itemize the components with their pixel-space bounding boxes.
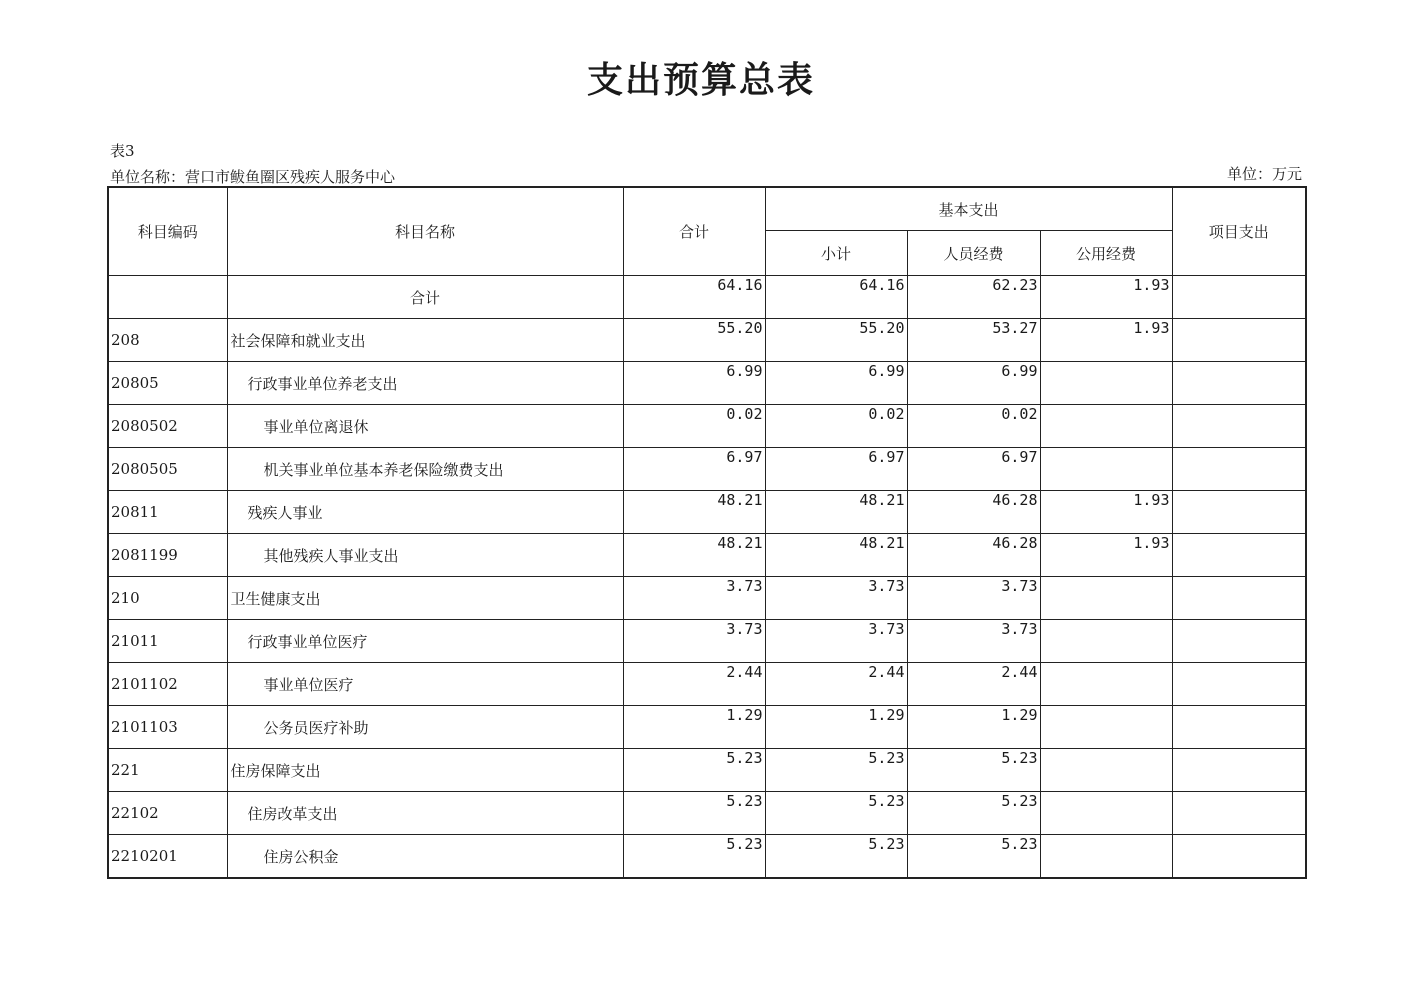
- cell-personnel: 5.23: [907, 749, 1040, 792]
- cell-public: [1040, 405, 1172, 448]
- cell-subtotal: 3.73: [765, 577, 907, 620]
- table-row: [108, 276, 1306, 319]
- cell-subtotal: 6.97: [765, 448, 907, 491]
- table-row: [108, 448, 1306, 491]
- cell-total: 5.23: [623, 835, 765, 879]
- cell-code: 2101103: [108, 706, 227, 749]
- header-code: 科目编码: [108, 187, 227, 276]
- cell-code: 221: [108, 749, 227, 792]
- cell-project: [1172, 706, 1306, 749]
- cell-project: [1172, 319, 1306, 362]
- cell-code: 21011: [108, 620, 227, 663]
- header-project: 项目支出: [1172, 187, 1306, 276]
- cell-project: [1172, 448, 1306, 491]
- cell-public: [1040, 620, 1172, 663]
- cell-code: [108, 276, 227, 319]
- cell-subtotal: 48.21: [765, 491, 907, 534]
- cell-subtotal: 48.21: [765, 534, 907, 577]
- cell-total: 6.97: [623, 448, 765, 491]
- cell-name: 合计: [227, 276, 623, 319]
- cell-personnel: 2.44: [907, 663, 1040, 706]
- table-row: [108, 663, 1306, 706]
- table-row: [108, 534, 1306, 577]
- cell-name: 社会保障和就业支出: [227, 319, 623, 362]
- cell-project: [1172, 577, 1306, 620]
- cell-total: 48.21: [623, 491, 765, 534]
- header-basic: 基本支出: [765, 187, 1172, 231]
- table-row: [108, 835, 1306, 879]
- cell-public: [1040, 448, 1172, 491]
- cell-total: 6.99: [623, 362, 765, 405]
- cell-personnel: 62.23: [907, 276, 1040, 319]
- cell-name: 行政事业单位养老支出: [227, 362, 623, 405]
- cell-subtotal: 55.20: [765, 319, 907, 362]
- cell-total: 3.73: [623, 620, 765, 663]
- cell-name: 其他残疾人事业支出: [227, 534, 623, 577]
- cell-public: [1040, 792, 1172, 835]
- cell-name: 残疾人事业: [227, 491, 623, 534]
- cell-total: 0.02: [623, 405, 765, 448]
- cell-personnel: 3.73: [907, 577, 1040, 620]
- cell-total: 2.44: [623, 663, 765, 706]
- cell-name: 机关事业单位基本养老保险缴费支出: [227, 448, 623, 491]
- cell-code: 2080505: [108, 448, 227, 491]
- cell-public: 1.93: [1040, 491, 1172, 534]
- cell-personnel: 5.23: [907, 835, 1040, 879]
- cell-name: 住房改革支出: [227, 792, 623, 835]
- cell-subtotal: 5.23: [765, 792, 907, 835]
- cell-code: 2080502: [108, 405, 227, 448]
- cell-personnel: 53.27: [907, 319, 1040, 362]
- cell-personnel: 1.29: [907, 706, 1040, 749]
- cell-name: 事业单位离退休: [227, 405, 623, 448]
- header-public: 公用经费: [1040, 231, 1172, 276]
- cell-code: 20805: [108, 362, 227, 405]
- cell-subtotal: 1.29: [765, 706, 907, 749]
- cell-code: 2081199: [108, 534, 227, 577]
- cell-code: 208: [108, 319, 227, 362]
- table-row: [108, 577, 1306, 620]
- cell-project: [1172, 663, 1306, 706]
- cell-personnel: 46.28: [907, 491, 1040, 534]
- cell-subtotal: 2.44: [765, 663, 907, 706]
- unit-label: 单位：万元: [1226, 165, 1302, 183]
- cell-total: 48.21: [623, 534, 765, 577]
- table-number: 表3: [110, 142, 135, 160]
- cell-name: 住房公积金: [227, 835, 623, 879]
- cell-personnel: 3.73: [907, 620, 1040, 663]
- cell-project: [1172, 362, 1306, 405]
- cell-project: [1172, 405, 1306, 448]
- cell-project: [1172, 534, 1306, 577]
- cell-total: 64.16: [623, 276, 765, 319]
- cell-project: [1172, 749, 1306, 792]
- cell-name: 行政事业单位医疗: [227, 620, 623, 663]
- cell-code: 210: [108, 577, 227, 620]
- cell-name: 事业单位医疗: [227, 663, 623, 706]
- cell-code: 20811: [108, 491, 227, 534]
- header-subtotal: 小计: [765, 231, 907, 276]
- cell-total: 5.23: [623, 749, 765, 792]
- cell-project: [1172, 620, 1306, 663]
- budget-body: [108, 276, 1306, 879]
- page-title: 支出预算总表: [586, 59, 815, 101]
- cell-public: [1040, 663, 1172, 706]
- cell-public: 1.93: [1040, 276, 1172, 319]
- table-row: [108, 362, 1306, 405]
- unit-name: 单位名称：营口市鲅鱼圈区残疾人服务中心: [110, 168, 396, 186]
- cell-total: 3.73: [623, 577, 765, 620]
- cell-personnel: 0.02: [907, 405, 1040, 448]
- cell-total: 55.20: [623, 319, 765, 362]
- cell-public: [1040, 577, 1172, 620]
- table-row: [108, 706, 1306, 749]
- cell-public: 1.93: [1040, 534, 1172, 577]
- cell-public: [1040, 362, 1172, 405]
- cell-subtotal: 5.23: [765, 835, 907, 879]
- cell-public: [1040, 706, 1172, 749]
- table-row: [108, 749, 1306, 792]
- header-name: 科目名称: [227, 187, 623, 276]
- cell-subtotal: 0.02: [765, 405, 907, 448]
- cell-subtotal: 5.23: [765, 749, 907, 792]
- cell-name: 卫生健康支出: [227, 577, 623, 620]
- cell-code: 22102: [108, 792, 227, 835]
- cell-subtotal: 3.73: [765, 620, 907, 663]
- cell-total: 5.23: [623, 792, 765, 835]
- table-row: [108, 620, 1306, 663]
- header-total: 合计: [623, 187, 765, 276]
- cell-personnel: 46.28: [907, 534, 1040, 577]
- cell-name: 公务员医疗补助: [227, 706, 623, 749]
- cell-project: [1172, 276, 1306, 319]
- cell-total: 1.29: [623, 706, 765, 749]
- cell-project: [1172, 491, 1306, 534]
- cell-subtotal: 6.99: [765, 362, 907, 405]
- budget-table: [107, 186, 1307, 879]
- cell-code: 2210201: [108, 835, 227, 879]
- cell-public: 1.93: [1040, 319, 1172, 362]
- cell-public: [1040, 749, 1172, 792]
- cell-project: [1172, 835, 1306, 879]
- cell-name: 住房保障支出: [227, 749, 623, 792]
- table-row: [108, 319, 1306, 362]
- cell-code: 2101102: [108, 663, 227, 706]
- cell-personnel: 5.23: [907, 792, 1040, 835]
- cell-project: [1172, 792, 1306, 835]
- table-row: [108, 405, 1306, 448]
- cell-subtotal: 64.16: [765, 276, 907, 319]
- cell-public: [1040, 835, 1172, 879]
- header-personnel: 人员经费: [907, 231, 1040, 276]
- table-row: [108, 491, 1306, 534]
- table-row: [108, 792, 1306, 835]
- cell-personnel: 6.99: [907, 362, 1040, 405]
- cell-personnel: 6.97: [907, 448, 1040, 491]
